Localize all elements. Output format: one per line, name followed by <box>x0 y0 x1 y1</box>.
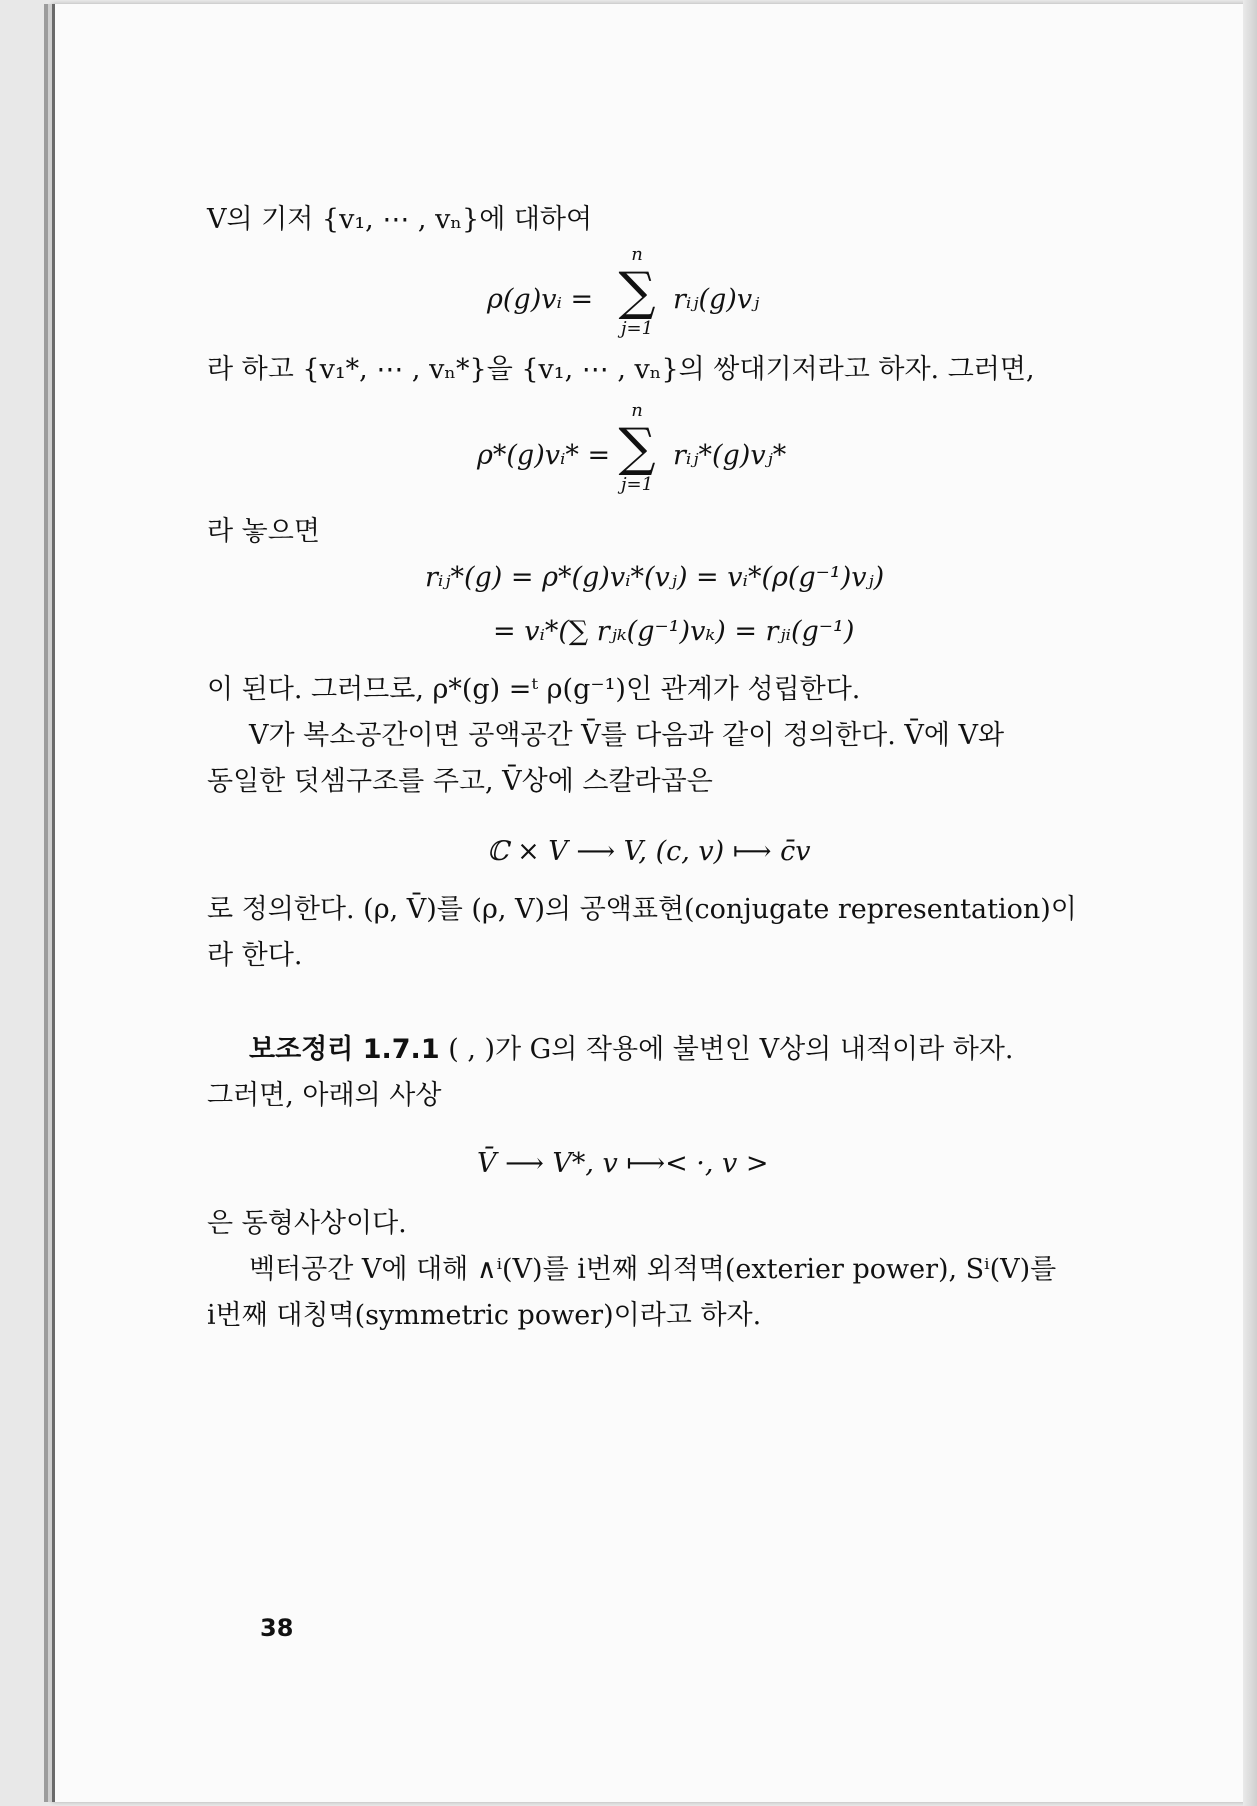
equation-rho-sum-lhs: ρ(g)vᵢ = <box>487 284 594 315</box>
paragraph-exterior-power-line1: 벡터공간 V에 대해 ∧ⁱ(V)를 i번째 외적멱(exterier power), Sⁱ(V)를 <box>249 1254 1057 1285</box>
paragraph-conjugate-space-line2: 동일한 덧셈구조를 주고, V̄상에 스칼라곱은 <box>207 766 713 797</box>
sum-upper-limit: n <box>631 400 643 421</box>
paragraph-dual-basis: 라 하고 {v₁*, ⋯ , vₙ*}을 {v₁, ⋯ , vₙ}의 쌍대기저라고 하자. 그러면, <box>207 354 1035 385</box>
page-number: 38 <box>260 1614 294 1642</box>
paragraph-isomorphism: 은 동형사상이다. <box>207 1208 407 1239</box>
sum-lower-limit: j=1 <box>620 474 654 495</box>
paragraph-conjugate-space-line1: V가 복소공간이면 공액공간 V̄를 다음과 같이 정의한다. V̄에 V와 <box>249 720 1005 751</box>
lemma-label: 보조정리 1.7.1 <box>249 1034 440 1065</box>
paragraph-conjugate-representation-line2: 라 한다. <box>207 940 303 971</box>
paragraph-basis: V의 기저 {v₁, ⋯ , vₙ}에 대하여 <box>207 204 593 235</box>
paragraph-exterior-power-line2: i번째 대칭멱(symmetric power)이라고 하자. <box>207 1300 762 1331</box>
summation-symbol-2 <box>607 400 667 496</box>
equation-r-star-line1: rᵢⱼ*(g) = ρ*(g)vᵢ*(vⱼ) = vᵢ*(ρ(g⁻¹)vⱼ) <box>425 562 885 593</box>
equation-isomorphism: V̄ ⟶ V*, v ⟼< ·, v > <box>477 1148 769 1179</box>
equation-r-star-line2: = vᵢ*(∑ rⱼₖ(g⁻¹)vₖ) = rⱼᵢ(g⁻¹) <box>493 616 855 647</box>
paragraph-setting: 라 놓으면 <box>207 516 320 547</box>
sigma-icon: ∑ <box>618 418 656 478</box>
equation-rho-sum-rhs: rᵢⱼ(g)vⱼ <box>673 284 760 315</box>
summation-symbol-1 <box>607 244 667 340</box>
sum-lower-limit: j=1 <box>620 318 654 339</box>
sum-upper-limit: n <box>631 244 643 265</box>
lemma-text: ( , )가 G의 작용에 불변인 V상의 내적이라 하자. <box>448 1034 1014 1065</box>
book-page <box>52 4 1253 1802</box>
book-edge <box>1243 0 1257 1806</box>
equation-dual-sum-rhs: rᵢⱼ*(g)vⱼ* <box>673 440 787 471</box>
equation-dual-sum-lhs: ρ*(g)vᵢ* = <box>477 440 611 471</box>
lemma-statement-line2: 그러면, 아래의 사상 <box>207 1080 442 1111</box>
sigma-icon: ∑ <box>618 262 656 322</box>
paragraph-relation: 이 된다. 그러므로, ρ*(g) =ᵗ ρ(g⁻¹)인 관계가 성립한다. <box>207 674 861 705</box>
paragraph-conjugate-representation-line1: 로 정의한다. (ρ, V̄)를 (ρ, V)의 공액표현(conjugate representation)이 <box>207 894 1077 925</box>
lemma-statement-line1 <box>249 1030 1013 1070</box>
equation-scalar-multiplication: ℂ × V ⟶ V, (c, v) ⟼ c̄v <box>487 836 811 867</box>
